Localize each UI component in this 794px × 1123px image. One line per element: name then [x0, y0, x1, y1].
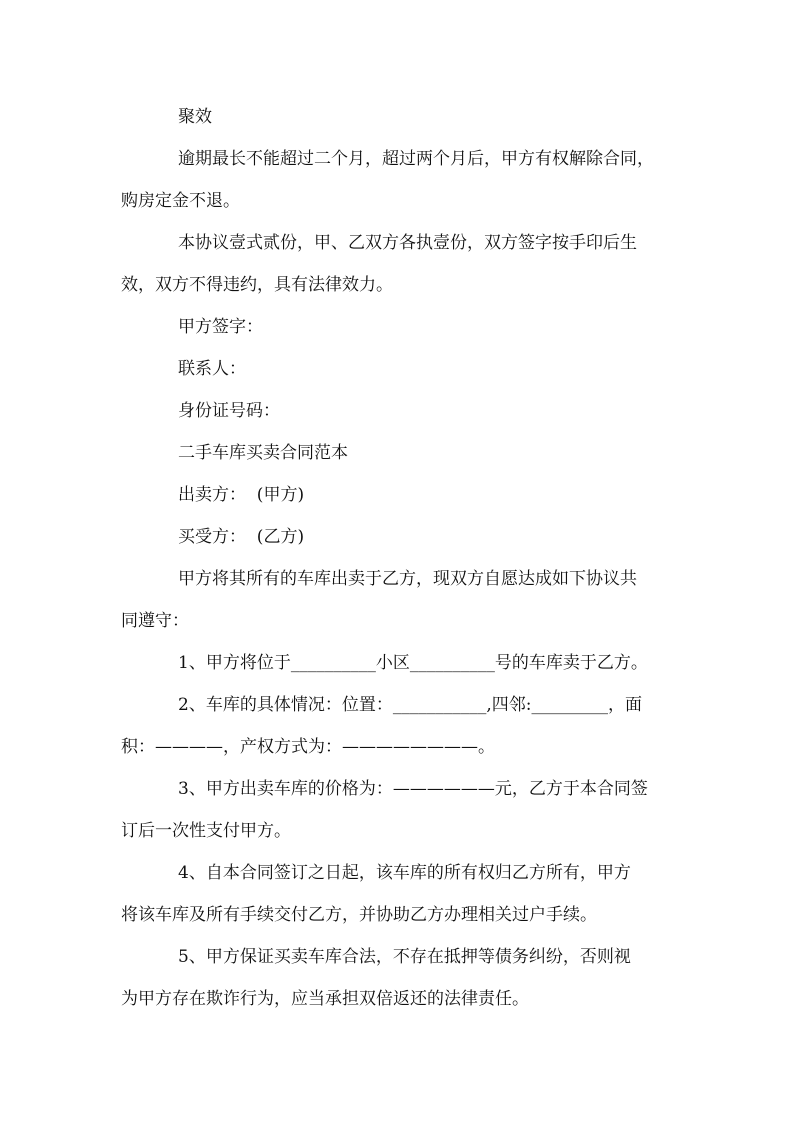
clause-1: [121, 642, 674, 684]
text-line: 同遵守：: [121, 611, 189, 631]
text-line: 为甲方存在欺诈行为，应当承担双倍返还的法律责任。: [121, 989, 529, 1009]
text-line: 本协议壹式贰份，甲、乙双方各执壹份，双方签字按手印后生: [178, 233, 637, 253]
paragraph-overdue: [121, 138, 674, 222]
paragraph-copies: [121, 222, 674, 306]
clause-5: [121, 936, 674, 1020]
text-line: 甲方将其所有的车库出卖于乙方，现双方自愿达成如下协议共: [178, 569, 637, 589]
text-line: 逾期最长不能超过二个月，超过两个月后，甲方有权解除合同，: [178, 149, 654, 169]
buyer-label: [121, 516, 674, 558]
paragraph-agreement-intro: [121, 558, 674, 642]
text-line: 积：————，产权方式为：————————。: [121, 737, 495, 757]
contract-title: [121, 432, 674, 474]
text-line: 聚效: [178, 107, 212, 127]
text-line: 1、甲方将位于__________小区__________号的车库卖于乙方。: [178, 653, 648, 673]
clause-3: [121, 768, 674, 852]
seller-label: [121, 474, 674, 516]
text-line: 购房定金不退。: [121, 191, 240, 211]
paragraph-fragment: [121, 96, 674, 138]
text-line: 5、甲方保证买卖车库合法，不存在抵押等债务纠纷，否则视: [178, 947, 631, 967]
clause-4: [121, 852, 674, 936]
text-line: 订后一次性支付甲方。: [121, 821, 291, 841]
text-line: 联系人：: [178, 359, 246, 379]
text-line: 买受方： (乙方): [178, 527, 305, 547]
text-line: 出卖方： (甲方): [178, 485, 305, 505]
text-line: 二手车库买卖合同范本: [178, 443, 348, 463]
text-line: 身份证号码：: [178, 401, 280, 421]
party-a-signature-label: [121, 306, 674, 348]
text-line: 2、车库的具体情况：位置：___________,四邻:_________，面: [178, 695, 642, 715]
text-line: 效，双方不得违约，具有法律效力。: [121, 275, 393, 295]
text-line: 3、甲方出卖车库的价格为：——————元，乙方于本合同签: [178, 779, 648, 799]
text-line: 将该车库及所有手续交付乙方，并协助乙方办理相关过户手续。: [121, 905, 597, 925]
contact-label: [121, 348, 674, 390]
text-line: 甲方签字：: [178, 317, 263, 337]
id-number-label: [121, 390, 674, 432]
clause-2: [121, 684, 674, 768]
text-line: 4、自本合同签订之日起，该车库的所有权归乙方所有，甲方: [178, 863, 631, 883]
